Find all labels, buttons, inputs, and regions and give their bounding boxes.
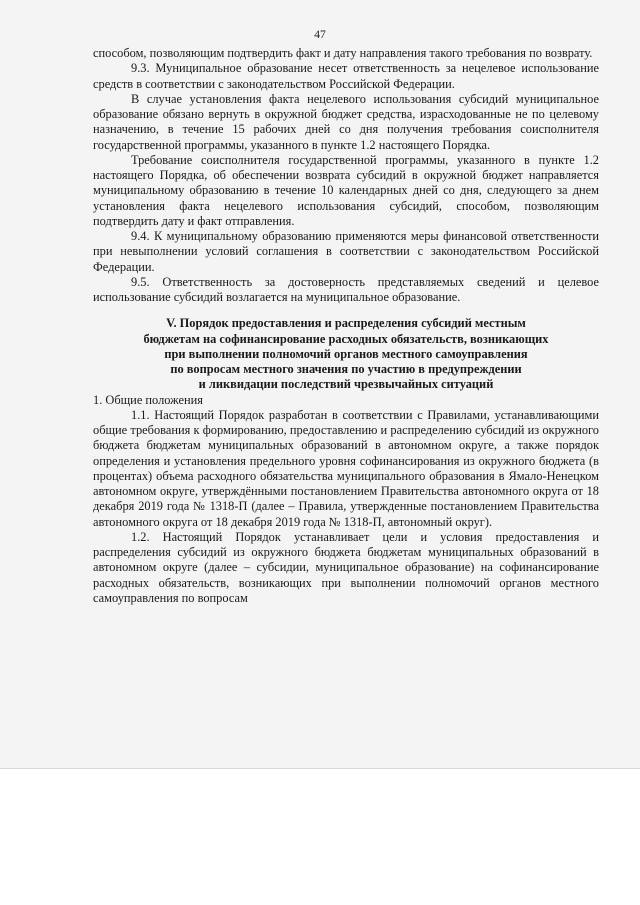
page-number: 47 <box>314 29 326 41</box>
paragraph: Требование соисполнителя государственной программы, указанного в пункте 1.2 настоящего Порядка, об обеспечении возврата субсидий в окружной бюджет направляется муниципальному образованию в течение 10 календарных дней со дня, следующего за днем установления факта нецелевого использования субсидий, способом, позволяющим подтвердить дату и факт отправления. <box>93 152 599 228</box>
paragraph: 1.2. Настоящий Порядок устанавливает цели и условия предоставления и распределения субсидий из окружного бюджета бюджетам муниципальных образований в автономном округе (далее – субсидии, муниципальное образование) на софинансирование расходных обязательств, возникающих при выполнении полномочий органов местного самоуправления по вопросам <box>93 529 599 605</box>
section-title-line: по вопросам местного значения по участию в предупреждении <box>170 362 522 376</box>
paragraph: способом, позволяющим подтвердить факт и дату направления такого требования по возврату. <box>93 46 593 60</box>
paragraphs-top <box>93 46 599 305</box>
paragraph: 9.4. К муниципальному образованию применяются меры финансовой ответственности при невыполнении условий соглашения в соответствии с законодательством Российской Федерации. <box>93 229 599 274</box>
paragraphs-bottom <box>93 408 599 606</box>
section-title-line: и ликвидации последствий чрезвычайных ситуаций <box>198 377 494 392</box>
section-title-line: бюджетам на софинансирование расходных обязательств, возникающих <box>143 331 549 346</box>
paragraph: 1.1. Настоящий Порядок разработан в соответствии с Правилами, устанавливающими общие требования к формированию, предоставлению и распределению субсидий из окружного бюджета бюджетам муниципальных образований в автономном округе, а также порядок определения и установления предельного уровня софинансирования из окружного бюджета (в процентах) объема расходного обязательства муниципального образования в Ямало-Ненецком автономном округе, утверждёнными постановлением Правительства автономного округа от 18 декабря 2019 года № 1318-П (далее – Правила, утвержденные постановлением Правительства автономного округа от 18 декабря 2019 года № 1318-П, автономный округ). <box>93 407 599 529</box>
section-title <box>93 316 599 392</box>
subsection-title: 1. Общие положения <box>93 392 204 407</box>
section-title-line: V. Порядок предоставления и распределения субсидий местным <box>166 316 526 331</box>
paragraph: В случае установления факта нецелевого использования субсидий муниципальное образование обязано вернуть в окружной бюджет средства, израсходованные не по целевому назначению, в течение 15 рабочих дней со дня получения требования соисполнителя государственной программы, указанного в пункте 1.2 настоящего Порядка. <box>93 91 599 152</box>
blank-area <box>0 769 640 905</box>
section-title-line: при выполнении полномочий органов местного самоуправления <box>164 346 528 361</box>
paragraph: 9.5. Ответственность за достоверность представляемых сведений и целевое использование субсидий возлагается на муниципальное образование. <box>93 274 599 304</box>
document-body <box>93 46 599 606</box>
paragraph: 9.3. Муниципальное образование несет ответственность за нецелевое использование средств в соответствии с законодательством Российской Федерации. <box>93 61 599 91</box>
